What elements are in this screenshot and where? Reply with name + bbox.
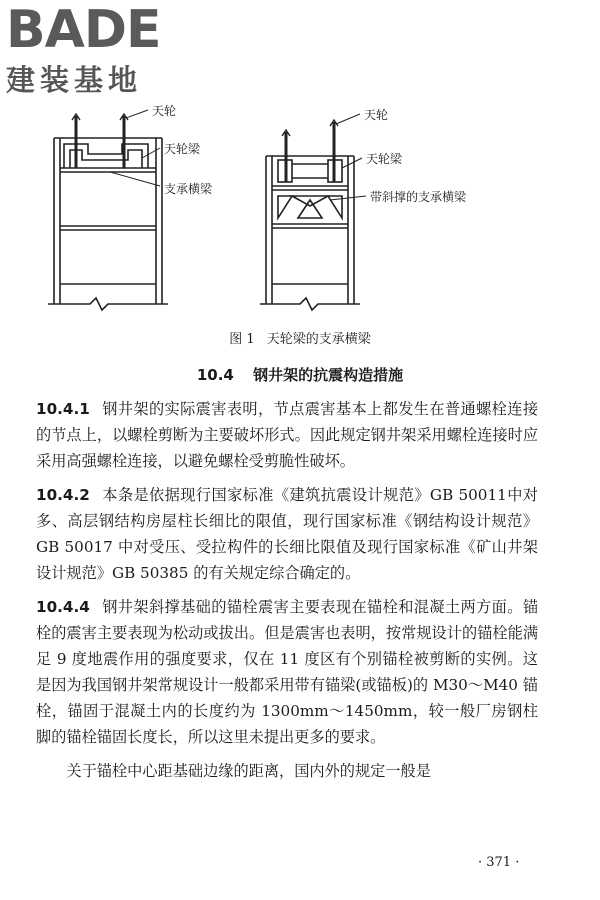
page-number: · 371 · [478,855,520,870]
bade-logo [6,0,186,97]
clause-text: 钢井架的实际震害表明，节点震害基本上都发生在普通螺栓连接的节点上，以螺栓剪断为主要破坏形式。因此规定钢井架采用螺栓连接时应采用高强螺栓连接，以避免螺栓受剪脆性破坏。 [36,400,538,470]
section-title: 钢井架的抗震构造措施 [253,366,404,384]
clause-paragraph [36,482,538,586]
label-left-tianlun: 天轮 [152,104,177,118]
clause-number: 10.4.4 [36,598,90,616]
caption-text: 天轮梁的支承横梁 [266,332,371,347]
label-left-zhicheng: 支承横梁 [164,182,213,196]
section-heading [0,364,600,385]
clause-number: 10.4.2 [36,486,90,504]
body-text [36,396,538,792]
figure-drawing [30,108,570,328]
paragraph-text: 关于锚栓中心距基础边缘的距离，国内外的规定一般是 [66,762,431,780]
clause-text: 钢井架斜撑基础的锚栓震害主要表现在锚栓和混凝土两方面。锚栓的震害主要表现为松动或拔出。但是震害也表明，按常规设计的锚栓能满足 9 度地震作用的强度要求，仅在 11 度区有个别锚栓被剪断的实例。这是因为我国钢井架常规设计一般都采用带有锚梁(或锚板)的 M30～M40 锚栓，锚固于混凝土内的长度约为 1300mm～1450mm，较一般厂房钢柱脚的锚栓锚固长度长，所以这里未提出更多的要求。 [36,598,538,746]
caption-label: 图 1 [229,332,255,347]
clause-paragraph [36,594,538,750]
logo-subtitle: 建装基地 [6,63,143,97]
label-left-tianlunliang: 天轮梁 [164,142,201,156]
label-right-zhicheng: 带斜撑的支承横梁 [370,190,467,204]
figure-caption [0,328,600,347]
figure-1 [30,104,570,348]
label-right-tianlunliang: 天轮梁 [366,152,403,166]
right-frame [260,114,366,310]
left-frame [48,110,168,310]
clause-number: 10.4.1 [36,400,90,418]
label-right-tianlun: 天轮 [364,108,389,122]
clause-text: 本条是依据现行国家标准《建筑抗震设计规范》GB 50011中对多、高层钢结构房屋柱长细比的限值，现行国家标准《钢结构设计规范》GB 50017 中对受压、受拉构件的长细比限值及现行国家标准《矿山井架设计规范》GB 50385 的有关规定综合确定的。 [36,486,538,582]
section-number: 10.4 [196,366,234,384]
clause-paragraph [36,396,538,474]
body-paragraph [36,758,538,784]
logo-brand: BADE [6,0,161,60]
